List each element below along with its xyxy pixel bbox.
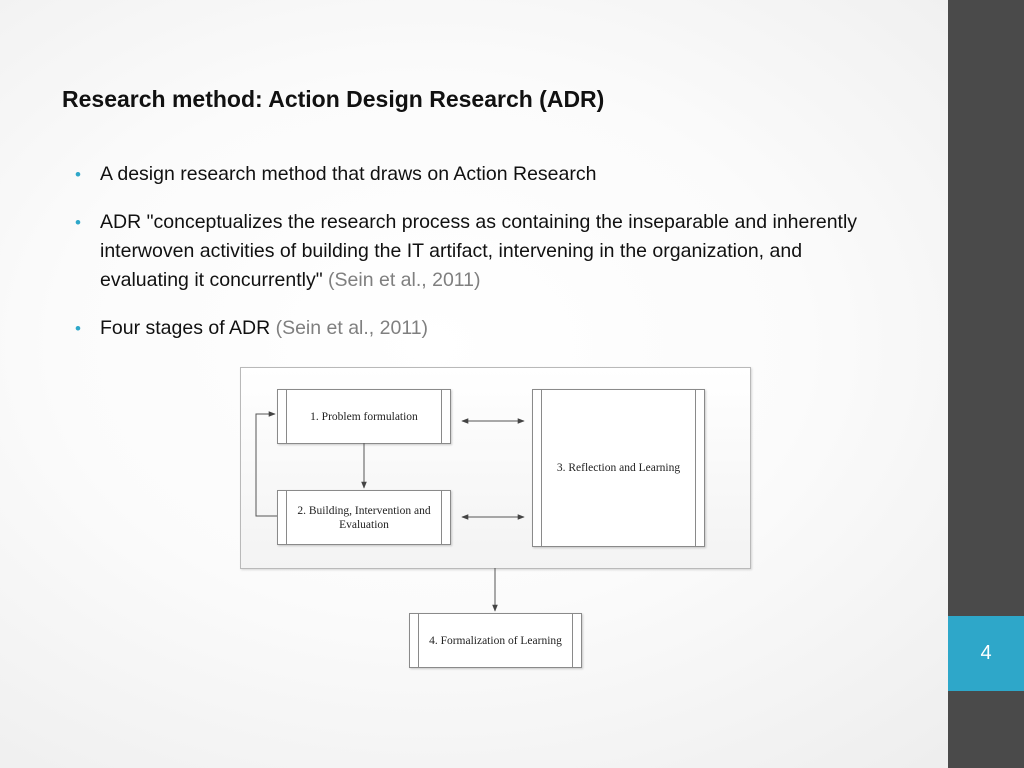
stage-formalization-learning [409, 613, 582, 668]
stage-reflection-learning [532, 389, 705, 547]
bullet-text: ADR "conceptualizes the research process as containing the inseparable and inherently interwoven activities of building the IT artifact, intervening in the organization, and evaluating it concurrently" [100, 211, 858, 291]
stage-label: 3. Reflection and Learning [556, 462, 681, 474]
bullet-list [75, 160, 870, 362]
page-number-badge [948, 616, 1024, 691]
stage-label: 1. Problem formulation [310, 410, 418, 423]
bullet-icon: • [75, 213, 81, 232]
page-number: 4 [980, 642, 992, 664]
list-item [75, 160, 870, 189]
stage-problem-formulation [277, 389, 451, 444]
citation: (Sein et al., 2011) [275, 317, 429, 339]
list-item [75, 208, 870, 295]
list-item [75, 314, 870, 343]
stage-label: 4. Formalization of Learning [429, 634, 562, 647]
sidebar [948, 0, 1024, 768]
stage-building-intervention-evaluation [277, 490, 451, 545]
bullet-text: Four stages of ADR [100, 317, 276, 339]
bullet-icon: • [75, 165, 81, 184]
citation: (Sein et al., 2011) [328, 269, 481, 291]
stage-label: 2. Building, Intervention and Evaluation [297, 504, 431, 531]
bullet-icon: • [75, 319, 81, 338]
slide-title: Research method: Action Design Research (ADR) [62, 86, 605, 112]
bullet-text: A design research method that draws on Action Research [100, 163, 597, 185]
